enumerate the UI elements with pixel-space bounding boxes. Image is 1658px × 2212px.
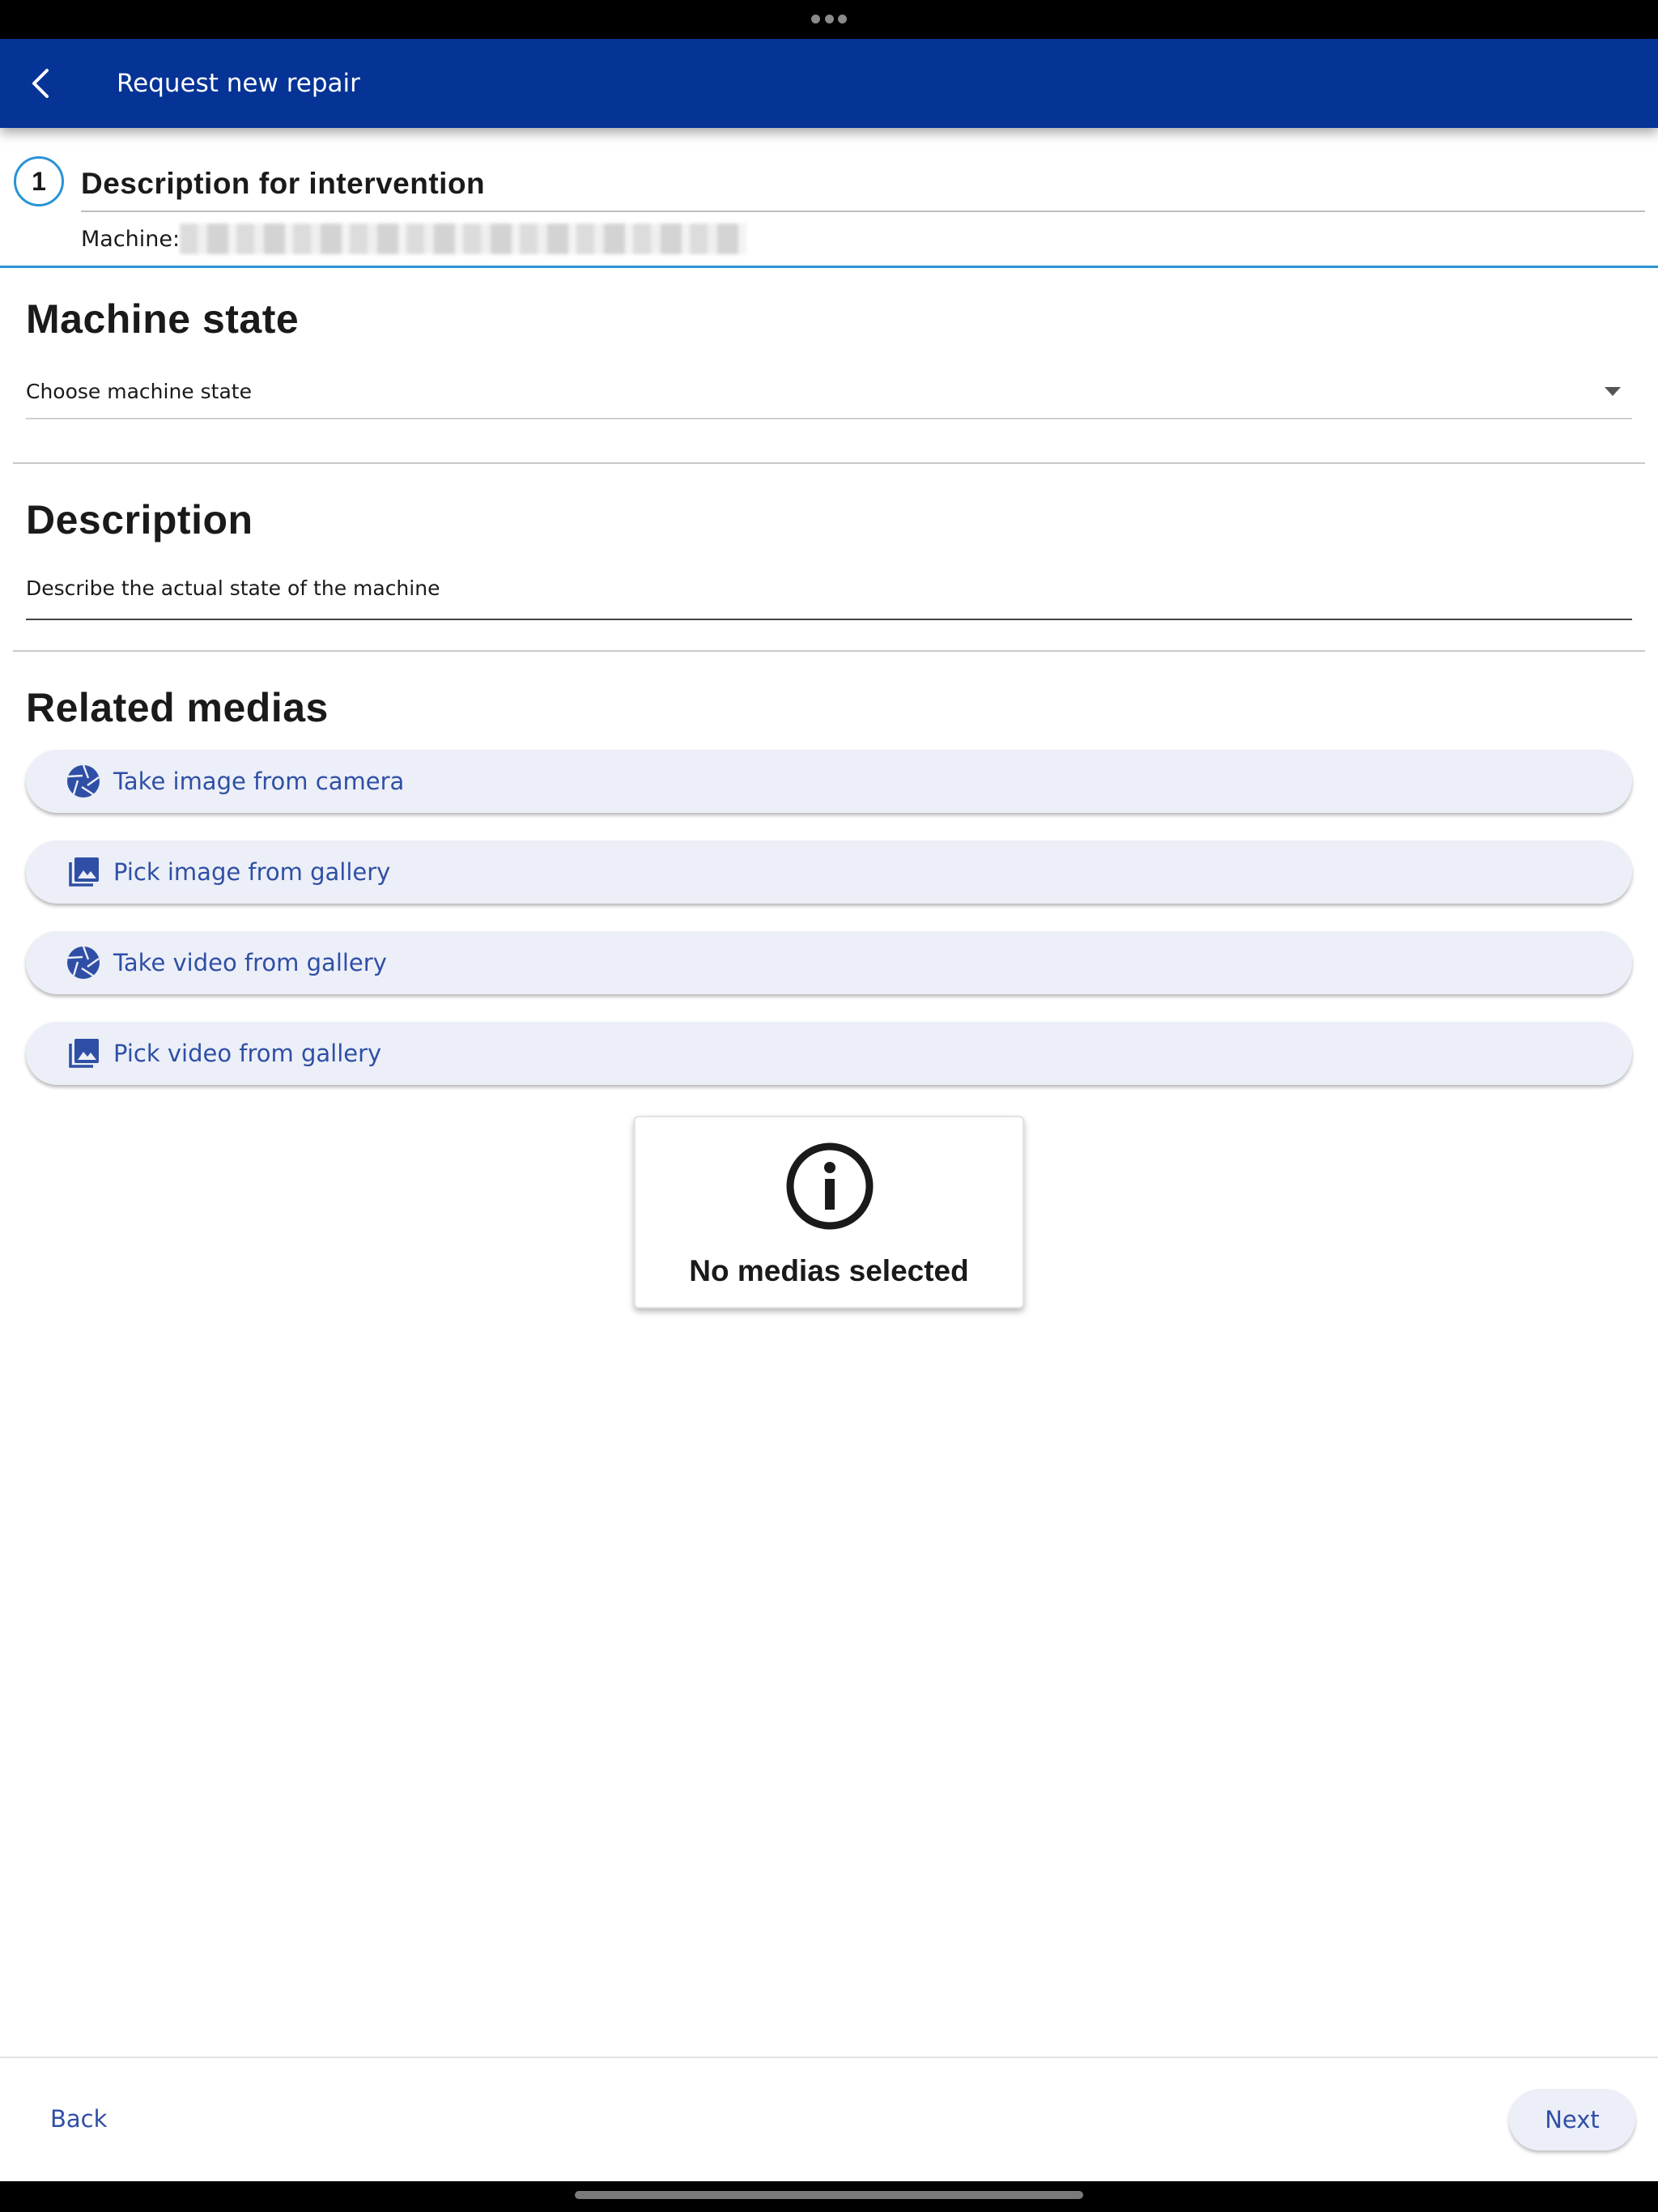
footer-divider (0, 2057, 1658, 2058)
section-divider (13, 462, 1645, 464)
description-input[interactable] (26, 564, 1632, 612)
take-video-gallery-button[interactable] (26, 931, 1632, 994)
step-accent-line (0, 266, 1658, 268)
app-bar (0, 39, 1658, 128)
no-media-text: No medias selected (689, 1254, 969, 1287)
info-icon (785, 1142, 874, 1231)
pick-video-gallery-button[interactable] (26, 1022, 1632, 1085)
take-image-camera-button[interactable] (26, 750, 1632, 813)
camera-shutter-icon (66, 946, 100, 980)
machine-state-dropdown[interactable] (26, 372, 1632, 419)
back-button[interactable]: Back (50, 2105, 108, 2133)
section-divider (13, 650, 1645, 652)
multitasking-dots-icon[interactable] (811, 15, 847, 24)
pick-image-gallery-label: Pick image from gallery (113, 858, 391, 886)
pick-image-gallery-button[interactable] (26, 840, 1632, 904)
no-media-card (634, 1116, 1024, 1308)
machine-state-dropdown-text: Choose machine state (26, 380, 252, 403)
description-field[interactable] (26, 564, 1632, 620)
take-video-gallery-label: Take video from gallery (113, 949, 387, 976)
related-medias-heading: Related medias (26, 685, 329, 730)
home-indicator[interactable] (575, 2191, 1083, 2199)
chevron-left-icon[interactable] (19, 62, 63, 105)
step-number-badge: 1 (14, 156, 64, 206)
page-title: Request new repair (117, 69, 360, 98)
pick-video-gallery-label: Pick video from gallery (113, 1040, 382, 1067)
status-strip (0, 0, 1658, 39)
machine-value-redacted (180, 223, 746, 254)
machine-label: Machine: (81, 227, 181, 252)
gallery-icon (66, 1036, 100, 1070)
step-divider (81, 211, 1645, 212)
next-button[interactable]: Next (1509, 2089, 1635, 2150)
step-title: Description for intervention (81, 167, 486, 200)
take-image-camera-label: Take image from camera (113, 768, 405, 795)
machine-state-heading: Machine state (26, 296, 300, 342)
description-heading: Description (26, 497, 253, 542)
gallery-icon (66, 855, 100, 889)
caret-down-icon (1605, 387, 1621, 396)
camera-shutter-icon (66, 764, 100, 798)
